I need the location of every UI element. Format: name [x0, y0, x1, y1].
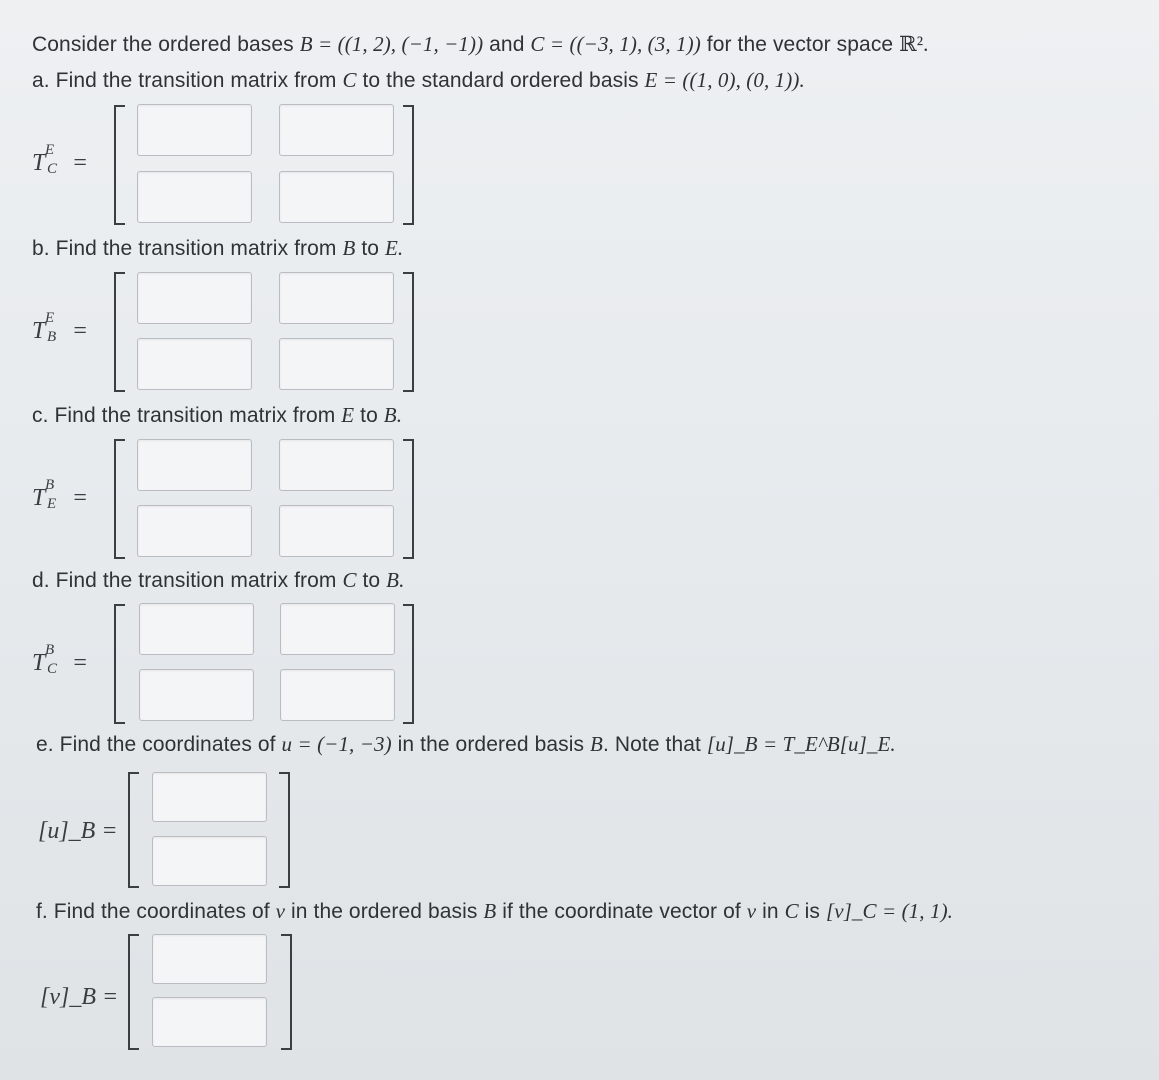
- part-b-input-r2c1[interactable]: [137, 338, 252, 390]
- part-f-bracket-left: [128, 934, 139, 1050]
- part-d-input-r2c2[interactable]: [280, 669, 395, 721]
- part-c-bracket-right: [403, 439, 414, 559]
- part-a-bracket-right: [403, 105, 414, 225]
- part-d-bracket-right: [403, 604, 414, 724]
- part-a-input-r2c2[interactable]: [279, 171, 394, 223]
- part-e-bracket-left: [128, 772, 139, 888]
- intro-and: and: [483, 33, 531, 56]
- intro-lead: Consider the ordered bases: [32, 33, 300, 56]
- part-c-bracket-left: [114, 439, 125, 559]
- part-c-input-r1c1[interactable]: [137, 439, 252, 491]
- part-d-input-r1c1[interactable]: [139, 603, 254, 655]
- part-d-label: T B C =: [32, 642, 87, 677]
- part-b-bracket-right: [403, 272, 414, 392]
- part-a-label: T E C =: [32, 142, 87, 177]
- vector-space: ℝ².: [899, 32, 929, 56]
- part-b-label: T E B =: [32, 310, 87, 345]
- part-a-prompt: a. Find the transition matrix from C to the standard ordered basis E = ((1, 0), (0, 1)).: [32, 68, 805, 92]
- part-c-label: T B E =: [32, 477, 87, 512]
- part-a-bracket-left: [114, 105, 125, 225]
- part-a-input-r1c1[interactable]: [137, 104, 252, 156]
- part-e-label: [u]_B =: [38, 818, 118, 844]
- part-f-input-r2[interactable]: [152, 997, 267, 1047]
- part-d-bracket-left: [114, 604, 125, 724]
- intro-tail: for the vector space: [700, 33, 900, 56]
- part-c-prompt: c. Find the transition matrix from E to B.: [32, 403, 403, 427]
- part-b-prompt: b. Find the transition matrix from B to E.: [32, 236, 404, 260]
- part-f-bracket-right: [281, 934, 292, 1050]
- part-e-input-r2[interactable]: [152, 836, 267, 886]
- part-f-label: [v]_B =: [40, 984, 119, 1010]
- basis-b-definition: B = ((1, 2), (−1, −1)): [299, 32, 484, 56]
- part-a-input-r2c1[interactable]: [137, 171, 252, 223]
- part-f-prompt: f. Find the coordinates of v in the ordered basis B if the coordinate vector of v in C is [v]_C = (1, 1).: [36, 899, 954, 923]
- part-e-input-r1[interactable]: [152, 772, 267, 822]
- part-d-prompt: d. Find the transition matrix from C to B.: [32, 568, 405, 592]
- part-c-input-r2c2[interactable]: [279, 505, 394, 557]
- part-b-bracket-left: [114, 272, 125, 392]
- part-c-input-r1c2[interactable]: [279, 439, 394, 491]
- part-d-input-r1c2[interactable]: [280, 603, 395, 655]
- part-b-input-r2c2[interactable]: [279, 338, 394, 390]
- part-b-input-r1c2[interactable]: [279, 272, 394, 324]
- part-e-prompt: e. Find the coordinates of u = (−1, −3) in the ordered basis B. Note that [u]_B = T_E^B[u]_E.: [36, 732, 896, 756]
- part-e-bracket-right: [279, 772, 290, 888]
- part-c-input-r2c1[interactable]: [137, 505, 252, 557]
- part-f-input-r1[interactable]: [152, 934, 267, 984]
- part-a-input-r1c2[interactable]: [279, 104, 394, 156]
- part-d-input-r2c1[interactable]: [139, 669, 254, 721]
- basis-c-definition: C = ((−3, 1), (3, 1)): [530, 32, 701, 56]
- intro-text: [32, 32, 928, 57]
- part-b-input-r1c1[interactable]: [137, 272, 252, 324]
